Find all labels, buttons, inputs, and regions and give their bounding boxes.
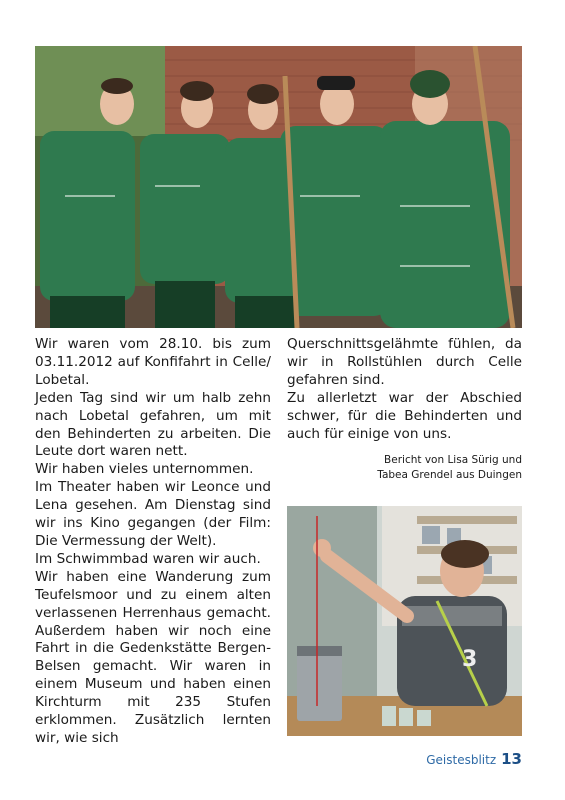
magazine-name: Geistesblitz (426, 753, 497, 767)
credit-line: Bericht von Lisa Sürig und (384, 454, 522, 467)
paragraph: Jeden Tag sind wir um halb zehn nach Lobetal gefahren, um mit den Behinderten zu arbeiten. Die Leute dort waren nett. (35, 389, 271, 460)
paragraph: Wir haben eine Wanderung zum Teufelsmoor und zu einem alten verlassenen Herrenhaus gemacht. Außerdem haben wir noch eine Fahrt in die Gedenkstätte Bergen-Belsen gemacht. Wir waren in einem Museum und haben einen Kirchturm mit 235 Stufen erklommen. Zusätzlich lernten wir, wie sich (35, 568, 271, 746)
paragraph: Wir haben vieles unternommen. (35, 461, 254, 478)
paragraph: Im Schwimmbad waren wir auch. (35, 550, 261, 567)
page-footer (426, 750, 522, 768)
author-credit (287, 453, 522, 483)
paragraph: Zu allerletzt war der Abschied schwer, für die Behinderten und auch für einige von uns. (287, 389, 522, 442)
paragraph: Querschnittsgelähmte fühlen, da wir in Rollstühlen durch Celle gefahren sind. (287, 336, 522, 388)
article-right-column (287, 336, 522, 483)
group-photo (35, 46, 522, 328)
workshop-photo (287, 506, 522, 736)
svg-text:3: 3 (462, 647, 478, 672)
credit-line: Tabea Grendel aus Duingen (377, 469, 522, 482)
paragraph: Im Theater haben wir Leonce und Lena gesehen. Am Dienstag sind wir ins Kino gegangen (der Film: Die Vermessung der Welt). (35, 479, 271, 549)
paragraph: Wir waren vom 28.10. bis zum 03.11.2012 auf Konfifahrt in Celle/ Lobetal. (35, 336, 271, 388)
page-number: 13 (501, 750, 522, 768)
article-left-column (35, 336, 271, 748)
